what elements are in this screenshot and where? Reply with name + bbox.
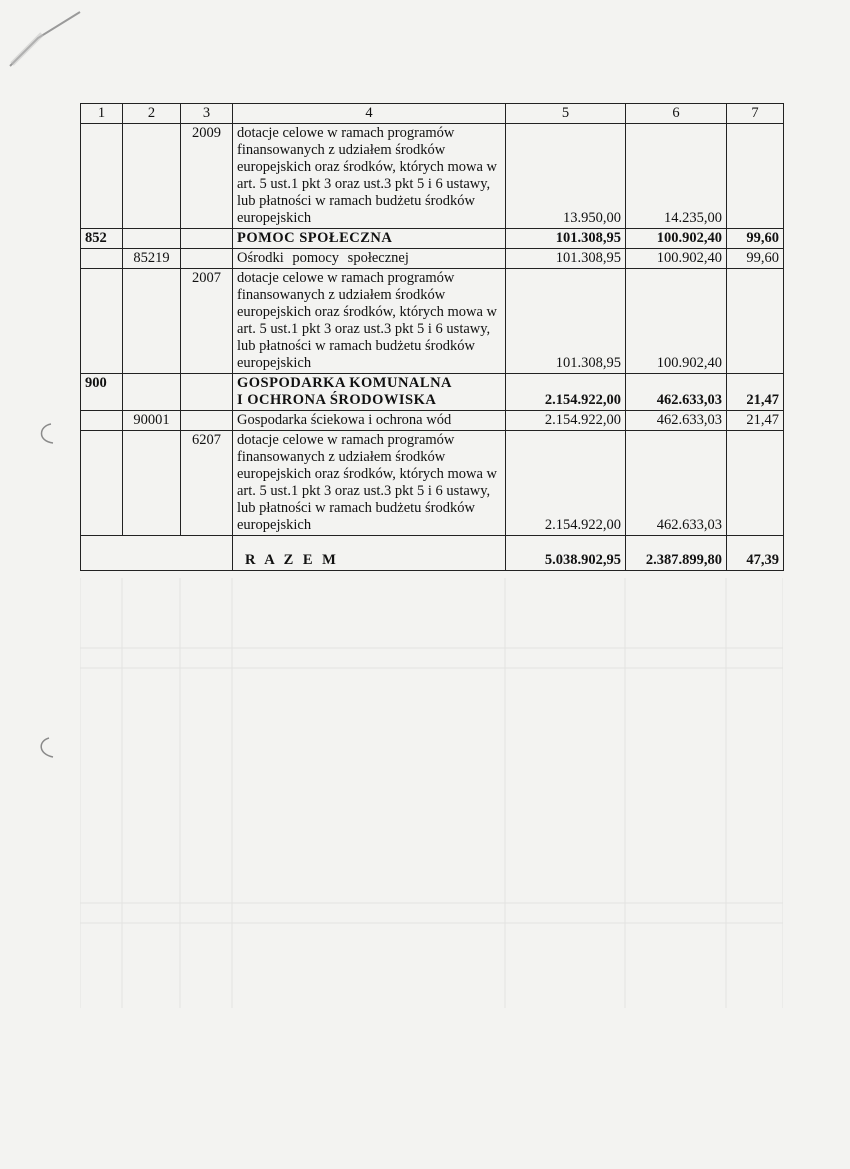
dzial-cell <box>81 269 123 374</box>
wykonanie-cell: 462.633,03 <box>626 374 727 411</box>
table-row <box>81 124 784 229</box>
opis-cell: dotacje celowe w ramach programów finansowanych z udziałem środków europejskich oraz środków, których mowa w art. 5 ust.1 pkt 3 oraz ust.3 pkt 5 i 6 ustawy, lub płatności w ramach budżetu środków europejskich <box>233 269 506 374</box>
table-header-row <box>81 104 784 124</box>
dzial-cell <box>81 431 123 536</box>
plan-cell: 101.308,95 <box>506 249 626 269</box>
header-col-2: 2 <box>123 104 181 124</box>
paragraf-cell <box>181 374 233 411</box>
procent-cell: 21,47 <box>727 374 784 411</box>
opis-cell: dotacje celowe w ramach programów finansowanych z udziałem środków europejskich oraz środków, których mowa w art. 5 ust.1 pkt 3 oraz ust.3 pkt 5 i 6 ustawy, lub płatności w ramach budżetu środków europejskich <box>233 124 506 229</box>
plan-cell: 2.154.922,00 <box>506 374 626 411</box>
wykonanie-cell: 100.902,40 <box>626 229 727 249</box>
rozdzial-cell <box>123 431 181 536</box>
plan-cell: 101.308,95 <box>506 229 626 249</box>
total-procent-cell: 47,39 <box>727 536 784 571</box>
wykonanie-cell: 462.633,03 <box>626 431 727 536</box>
opis-line-2: I OCHRONA ŚRODOWISKA <box>237 392 437 408</box>
dzial-cell: 852 <box>81 229 123 249</box>
paragraf-cell <box>181 249 233 269</box>
procent-cell <box>727 124 784 229</box>
dzial-cell <box>81 411 123 431</box>
procent-cell <box>727 269 784 374</box>
wykonanie-cell: 462.633,03 <box>626 411 727 431</box>
plan-cell: 2.154.922,00 <box>506 431 626 536</box>
paragraf-cell: 2007 <box>181 269 233 374</box>
opis-cell: Gospodarka ściekowa i ochrona wód <box>233 411 506 431</box>
table-row <box>81 229 784 249</box>
table-row <box>81 249 784 269</box>
plan-cell: 13.950,00 <box>506 124 626 229</box>
total-label: R A Z E M <box>233 536 506 571</box>
plan-cell: 101.308,95 <box>506 269 626 374</box>
plan-cell: 2.154.922,00 <box>506 411 626 431</box>
paragraf-cell: 6207 <box>181 431 233 536</box>
table-row <box>81 374 784 411</box>
dzial-cell <box>81 124 123 229</box>
wykonanie-cell: 100.902,40 <box>626 269 727 374</box>
rozdzial-cell: 85219 <box>123 249 181 269</box>
header-col-6: 6 <box>626 104 727 124</box>
paragraf-cell: 2009 <box>181 124 233 229</box>
opis-cell: POMOC SPOŁECZNA <box>233 229 506 249</box>
opis-line-1: GOSPODARKA KOMUNALNA <box>237 375 453 391</box>
wykonanie-cell: 14.235,00 <box>626 124 727 229</box>
procent-cell: 21,47 <box>727 411 784 431</box>
procent-cell: 99,60 <box>727 229 784 249</box>
table-row <box>81 411 784 431</box>
table-row <box>81 269 784 374</box>
procent-cell <box>727 431 784 536</box>
header-col-3: 3 <box>181 104 233 124</box>
paragraf-cell <box>181 229 233 249</box>
punch-hole-mark <box>33 735 59 761</box>
procent-cell: 99,60 <box>727 249 784 269</box>
total-empty-cell <box>81 536 233 571</box>
opis-cell: dotacje celowe w ramach programów finansowanych z udziałem środków europejskich oraz środków, których mowa w art. 5 ust.1 pkt 3 oraz ust.3 pkt 5 i 6 ustawy, lub płatności w ramach budżetu środków europejskich <box>233 431 506 536</box>
header-col-5: 5 <box>506 104 626 124</box>
total-wykonanie-cell: 2.387.899,80 <box>626 536 727 571</box>
table-row <box>81 431 784 536</box>
total-plan-cell: 5.038.902,95 <box>506 536 626 571</box>
header-col-7: 7 <box>727 104 784 124</box>
rozdzial-cell <box>123 229 181 249</box>
rozdzial-cell <box>123 269 181 374</box>
dzial-cell <box>81 249 123 269</box>
opis-cell <box>233 374 506 411</box>
scan-corner-mark <box>8 8 83 68</box>
opis-cell: Ośrodki pomocy społecznej <box>233 249 506 269</box>
punch-hole-mark <box>33 421 59 447</box>
paragraf-cell <box>181 411 233 431</box>
dzial-cell: 900 <box>81 374 123 411</box>
wykonanie-cell: 100.902,40 <box>626 249 727 269</box>
rozdzial-cell <box>123 374 181 411</box>
bleed-through-lines <box>80 578 783 1008</box>
rozdzial-cell <box>123 124 181 229</box>
total-row <box>81 536 784 571</box>
header-col-1: 1 <box>81 104 123 124</box>
rozdzial-cell: 90001 <box>123 411 181 431</box>
budget-table <box>80 103 784 571</box>
header-col-4: 4 <box>233 104 506 124</box>
